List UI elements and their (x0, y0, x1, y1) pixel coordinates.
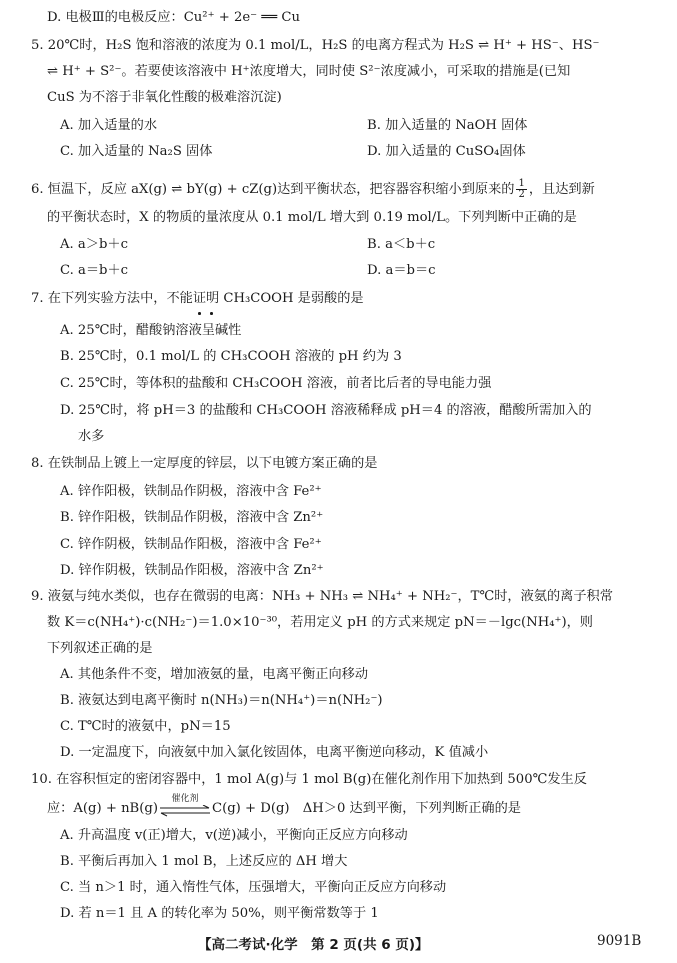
emphasis-dots (197, 312, 217, 316)
q5-option-d: D. 加入适量的 CuSO₄固体 (367, 144, 526, 159)
paper-code: 9091B (597, 933, 642, 949)
q5-stem-line3: CuS 为不溶于非氧化性酸的极难溶沉淀) (47, 90, 282, 105)
q4-option-d: D. 电极Ⅲ的电极反应：Cu²⁺ + 2e⁻ ══ Cu (47, 10, 300, 25)
q8-stem: 8. 在铁制品上镀上一定厚度的锌层，以下电镀方案正确的是 (31, 456, 378, 471)
q10-stem-line2 (47, 794, 521, 818)
q7-option-c: C. 25℃时，等体积的盐酸和 CH₃COOH 溶液，前者比后者的导电能力强 (60, 376, 492, 391)
q7-option-d-line2: 水多 (78, 429, 105, 444)
q7-option-b: B. 25℃时，0.1 mol/L 的 CH₃COOH 溶液的 pH 约为 3 (60, 349, 402, 364)
q5-stem-line1: 5. 20℃时，H₂S 饱和溶液的浓度为 0.1 mol/L，H₂S 的电离方程式为 H₂S ⇌ H⁺ + HS⁻、HS⁻ (31, 38, 600, 53)
q9-stem-line2: 数 K＝c(NH₄⁺)·c(NH₂⁻)＝1.0×10⁻³⁰，若用定义 pH 的方式来规定 pN＝－lgc(NH₄⁺)，则 (47, 615, 593, 630)
q6-option-a: A. a＞b＋c (60, 237, 128, 252)
q9-stem-line1: 9. 液氨与纯水类似，也存在微弱的电离：NH₃ + NH₃ ⇌ NH₄⁺ + NH₂⁻，T℃时，液氨的离子积常 (31, 589, 613, 604)
q10-option-b: B. 平衡后再加入 1 mol B，上述反应的 ΔH 增大 (60, 854, 348, 869)
q6-stem-post: ，且达到新 (528, 182, 595, 197)
q10-option-a: A. 升高温度 v(正)增大，v(逆)减小，平衡向正反应方向移动 (60, 828, 408, 843)
q8-option-b: B. 锌作阳极，铁制品作阴极，溶液中含 Zn²⁺ (60, 510, 324, 525)
q10-reactants: 应：A(g) + nB(g) (47, 801, 158, 816)
q5-option-b: B. 加入适量的 NaOH 固体 (367, 118, 528, 133)
q9-option-a: A. 其他条件不变，增加液氨的量，电离平衡正向移动 (60, 667, 369, 682)
q6-stem-pre: 6. 恒温下，反应 aX(g) ⇌ bY(g) + cZ(g)达到平衡状态，把容器容积缩小到原来的 (31, 182, 515, 197)
q5-option-a: A. 加入适量的水 (60, 118, 158, 133)
q5-option-c: C. 加入适量的 Na₂S 固体 (60, 144, 213, 159)
q9-option-d: D. 一定温度下，向液氨中加入氯化铵固体，电离平衡逆向移动，K 值减小 (60, 745, 489, 760)
fraction-numerator: 1 (518, 178, 525, 189)
q7-option-d-line1: D. 25℃时，将 pH＝3 的盐酸和 CH₃COOH 溶液稀释成 pH＝4 的溶液，醋酸所需加入的 (60, 403, 592, 418)
q6-stem-line2: 的平衡状态时，X 的物质的量浓度从 0.1 mol/L 增大到 0.19 mol/L。下列判断中正确的是 (47, 210, 577, 225)
fraction-one-half (516, 179, 526, 200)
q7-stem: 7. 在下列实验方法中，不能证明 CH₃COOH 是弱酸的是 (31, 291, 364, 306)
q8-option-a: A. 锌作阳极，铁制品作阴极，溶液中含 Fe²⁺ (60, 484, 322, 499)
q6-option-b: B. a＜b＋c (367, 237, 436, 252)
q6-option-d: D. a＝b＝c (367, 263, 436, 278)
q6-stem-line1 (31, 178, 595, 200)
q6-option-c: C. a＝b＋c (60, 263, 129, 278)
q9-option-c: C. T℃时的液氨中，pN＝15 (60, 719, 231, 734)
q8-option-d: D. 锌作阴极，铁制品作阳极，溶液中含 Zn²⁺ (60, 563, 324, 578)
q9-option-b: B. 液氨达到电离平衡时 n(NH₃)＝n(NH₄⁺)＝n(NH₂⁻) (60, 693, 383, 708)
q5-stem-line2: ⇌ H⁺ + S²⁻。若要使该溶液中 H⁺浓度增大，同时使 S²⁻浓度减小，可采取的措施是(已知 (47, 64, 571, 79)
q9-stem-line3: 下列叙述正确的是 (47, 641, 153, 656)
fraction-denominator: 2 (518, 189, 525, 200)
q7-option-a: A. 25℃时，醋酸钠溶液呈碱性 (60, 323, 242, 338)
catalyst-equilibrium-arrow (158, 794, 212, 818)
q10-stem-line1: 10. 在容积恒定的密闭容器中，1 mol A(g)与 1 mol B(g)在催化剂作用下加热到 500℃发生反 (31, 772, 587, 787)
q10-option-d: D. 若 n＝1 且 A 的转化率为 50%，则平衡常数等于 1 (60, 906, 379, 921)
page-footer-title: 【高二考试·化学 第 2 页(共 6 页)】 (198, 937, 429, 953)
catalyst-label: 催化剂 (171, 794, 199, 804)
equilibrium-arrow-icon (158, 805, 212, 817)
q8-option-c: C. 锌作阴极，铁制品作阳极，溶液中含 Fe²⁺ (60, 537, 322, 552)
q10-option-c: C. 当 n＞1 时，通入惰性气体，压强增大，平衡向正反应方向移动 (60, 880, 447, 895)
q10-products: C(g) + D(g) ΔH＞0 达到平衡，下列判断正确的是 (211, 801, 521, 816)
